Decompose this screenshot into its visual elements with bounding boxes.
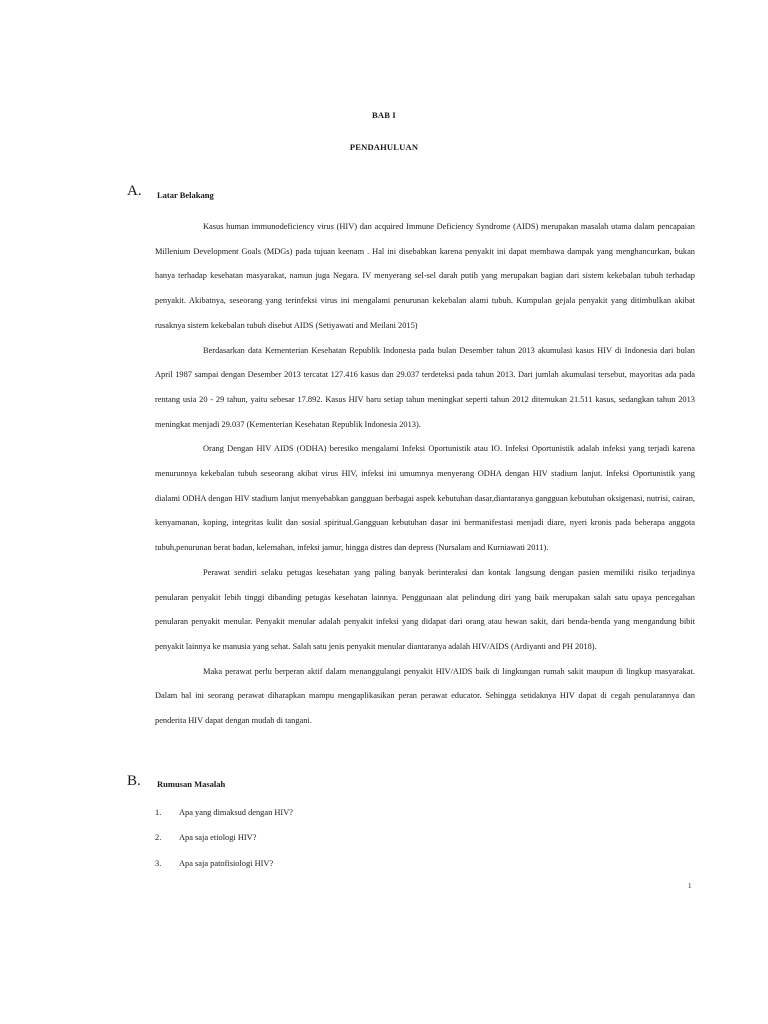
chapter-title: PENDAHULUAN — [349, 142, 419, 152]
paragraph: Kasus human immunodeficiency virus (HIV) dan acquired Immune Deficiency Syndrome (AIDS) merupakan masalah utama dalam pencapaian Millenium Development Goals (MDGs) pada tujuan keenam . Hal ini disebabkan karena penyakit ini dapat membawa dampak yang menghancurkan, bukan hanya terhadap kesehatan masyarakat, namun juga Negara. IV menyerang sel-sel darah putih yang merupakan bagian dari sistem kekebalan tubuh terhadap penyakit. Akibatnya, seseorang yang terinfeksi virus ini mengalami penurunan kekebalan alami tubuh. Kumpulan gejala penyakit yang ditimbulkan akibat rusaknya sistem kekebalan tubuh disebut AIDS (Setiyawati and Meilani 2015) — [155, 222, 695, 330]
list-number: 2. — [155, 833, 162, 842]
section-a-title: Latar Belakang — [157, 190, 214, 200]
paragraph: Maka perawat perlu berperan aktif dalam menanggulangi penyakit HIV/AIDS baik di lingkungan rumah sakit maupun di lingkup masyarakat. Dalam hal ini seorang perawat diharapkan mampu mengaplikasikan peran perawat educator. Sehingga setidaknya HIV dapat di cegah penularannya dan penderita HIV dapat dengan mudah di tangani. — [155, 666, 695, 726]
list-item — [155, 859, 273, 868]
list-text: Apa saja etiologi HIV? — [179, 833, 257, 842]
section-b-title: Rumusan Masalah — [157, 779, 226, 789]
list-item — [155, 833, 256, 842]
section-a-body — [155, 215, 695, 734]
list-text: Apa yang dimaksud dengan HIV? — [179, 808, 293, 817]
list-number: 3. — [155, 859, 162, 868]
list-number: 1. — [155, 808, 162, 817]
paragraph: Berdasarkan data Kementerian Kesehatan Republik Indonesia pada bulan Desember tahun 2013 akumulasi kasus HIV di Indonesia dari bulan April 1987 sampai dengan Desember 2013 tercatat 127.416 kasus dan 29.037 terdeteksi pada tahun 2013. Dari jumlah akumulasi tersebut, mayoritas ada pada rentang usia 20 - 29 tahun, yaitu sebesar 17.892. Kasus HIV baru setiap tahun meningkat seperti tahun 2012 ditemukan 21.511 kasus, sedangkan tahun 2013 meningkat menjadi 29.037 (Kementerian Kesehatan Republik Indonesia 2013). — [155, 345, 695, 429]
list-item — [155, 808, 293, 817]
section-a-letter: A. — [127, 183, 142, 199]
chapter-label: BAB I — [372, 110, 396, 120]
list-text: Apa saja patofisiologi HIV? — [179, 859, 274, 868]
page-number: 1 — [688, 882, 692, 890]
section-b-letter: B. — [127, 773, 141, 789]
paragraph: Orang Dengan HIV AIDS (ODHA) beresiko mengalami Infeksi Oportunistik atau IO. Infeksi Oportunistik adalah infeksi yang terjadi karena menurunnya kekebalan tubuh seseorang akibat virus HIV, infeksi ini umumnya menyerang ODHA dengan HIV stadium lanjut. Infeksi Oportunistik yang dialami ODHA dengan HIV stadium lanjut menyebabkan gangguan berbagai aspek kebutuhan dasar,diantaranya gangguan kebutuhan oksigenasi, nutrisi, cairan, kenyamanan, koping, integritas kulit dan sosial spiritual.Gangguan kebutuhan dasar ini bermanifestasi menjadi diare, nyeri kronis pada beberapa anggota tubuh,penurunan berat badan, kelemahan, infeksi jamur, hingga distres dan depress (Nursalam and Kurniawati 2011). — [155, 444, 695, 553]
paragraph: Perawat sendiri selaku petugas kesehatan yang paling banyak berinteraksi dan kontak langsung dengan pasien memiliki risiko terjadinya penularan penyakit lebih tinggi dibanding petugas kesehatan lainnya. Penggunaan alat pelindung diri yang baik merupakan salah satu upaya pencegahan penularan penyakit menular. Penyakit menular adalah penyakit infeksi yang didapat dari orang atau hewan sakit, dari benda-benda yang mengandung bibit penyakit lainnya ke manusia yang sehat. Salah satu jenis penyakit menular diantaranya adalah HIV/AIDS (Ardiyanti and PH 2018). — [155, 567, 695, 651]
